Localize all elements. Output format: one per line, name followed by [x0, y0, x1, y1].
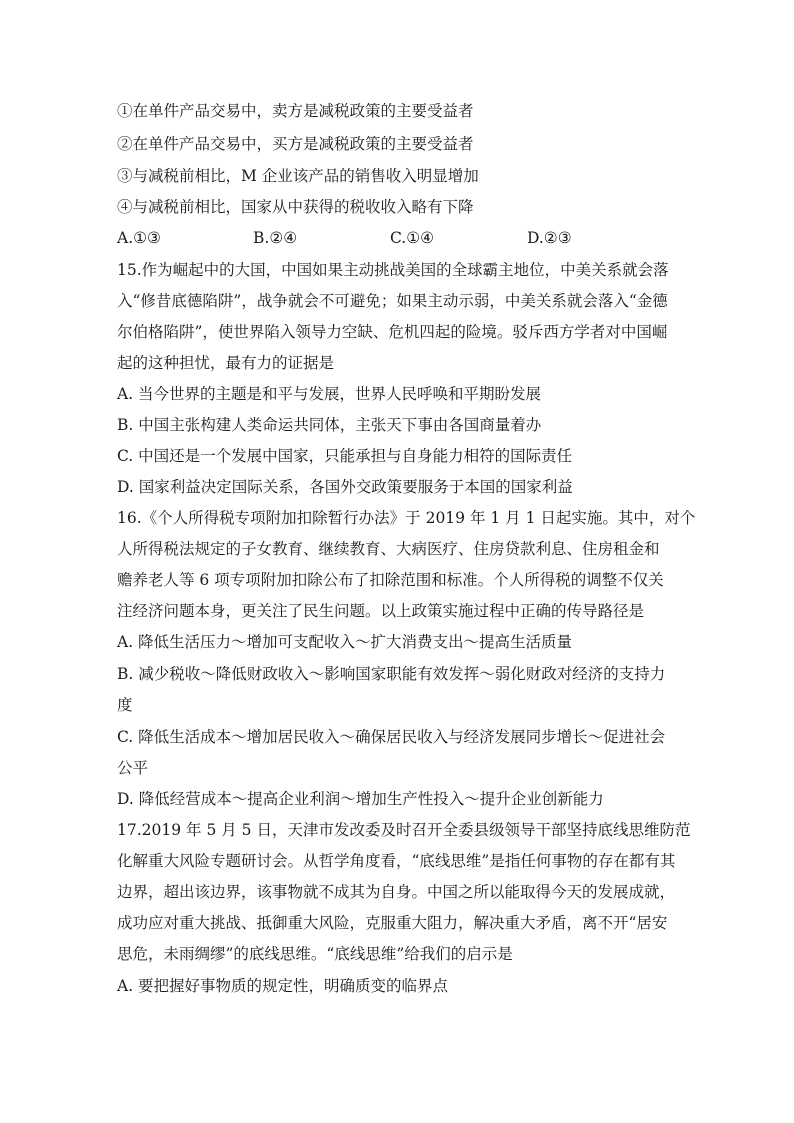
q14-choices — [117, 228, 717, 248]
q17-stem-line: 边界，超出该边界，该事物就不成其为自身。中国之所以能取得今天的发展成就， — [117, 883, 676, 901]
q15-option-a: A. 当今世界的主题是和平与发展，世界人民呼唤和平期盼发展 — [117, 385, 542, 403]
statement-3: ③与减税前相比，M 企业该产品的销售收入明显增加 — [117, 167, 479, 185]
q16-stem-line: 赡养老人等 6 项专项附加扣除公布了扣除范围和标准。个人所得税的调整不仅关 — [117, 571, 664, 589]
q16-stem-line: 16.《个人所得税专项附加扣除暂行办法》于 2019 年 1 月 1 日起实施。其中，对个 — [117, 509, 696, 527]
choice-d: D.②③ — [527, 229, 572, 247]
q15-option-c: C. 中国还是一个发展中国家，只能承担与自身能力相符的国际责任 — [117, 447, 573, 465]
q15-option-d: D. 国家利益决定国际关系，各国外交政策要服务于本国的国家利益 — [117, 478, 573, 496]
q17-stem-line: 17.2019 年 5 月 5 日，天津市发改委及时召开全委县级领导干部坚持底线思维防范 — [117, 821, 691, 839]
q15-stem-line: 15.作为崛起中的大国，中国如果主动挑战美国的全球霸主地位，中美关系就会落 — [117, 261, 669, 279]
q16-option-c: C. 降低生活成本～增加居民收入～确保居民收入与经济发展同步增长～促进社会 — [117, 728, 666, 746]
q15-option-b: B. 中国主张构建人类命运共同体，主张天下事由各国商量着办 — [117, 416, 542, 434]
q16-stem-line: 人所得税法规定的子女教育、继续教育、大病医疗、住房贷款利息、住房租金和 — [117, 540, 660, 558]
statement-4: ④与减税前相比，国家从中获得的税收收入略有下降 — [117, 198, 474, 216]
q16-option-b: B. 减少税收～降低财政收入～影响国家职能有效发挥～弱化财政对经济的支持力 — [117, 665, 666, 683]
statement-1: ①在单件产品交易中，卖方是减税政策的主要受益者 — [117, 102, 474, 120]
q15-stem-line: 起的这种担忧，最有力的证据是 — [117, 354, 335, 372]
q17-stem-line: 化解重大风险专题研讨会。从哲学角度看，“底线思维”是指任何事物的存在都有其 — [117, 852, 676, 870]
q16-option-d: D. 降低经营成本～提高企业利润～增加生产性投入～提升企业创新能力 — [117, 790, 604, 808]
q15-stem-line: 入“修昔底德陷阱”，战争就会不可避免；如果主动示弱，中美关系就会落入“金德 — [117, 292, 668, 310]
q16-option-b-continued: 度 — [117, 696, 133, 714]
choice-a: A.①③ — [117, 229, 161, 247]
q16-option-a: A. 降低生活压力～增加可支配收入～扩大消费支出～提高生活质量 — [117, 633, 573, 651]
choice-c: C.①④ — [390, 229, 435, 247]
q16-stem-line: 注经济问题本身，更关注了民生问题。以上政策实施过程中正确的传导路径是 — [117, 602, 645, 620]
q17-stem-line: 思危，未雨绸缪”的底线思维。“底线思维”给我们的启示是 — [117, 945, 513, 963]
statement-2: ②在单件产品交易中，买方是减税政策的主要受益者 — [117, 135, 474, 153]
q17-stem-line: 成功应对重大挑战、抵御重大风险，克服重大阻力，解决重大矛盾，离不开“居安 — [117, 914, 668, 932]
q17-option-a: A. 要把握好事物质的规定性，明确质变的临界点 — [117, 977, 449, 995]
q15-stem-line: 尔伯格陷阱”，使世界陷入领导力空缺、危机四起的险境。驳斥西方学者对中国崛 — [117, 323, 668, 341]
choice-b: B.②④ — [253, 229, 298, 247]
q16-option-c-continued: 公平 — [117, 759, 149, 777]
